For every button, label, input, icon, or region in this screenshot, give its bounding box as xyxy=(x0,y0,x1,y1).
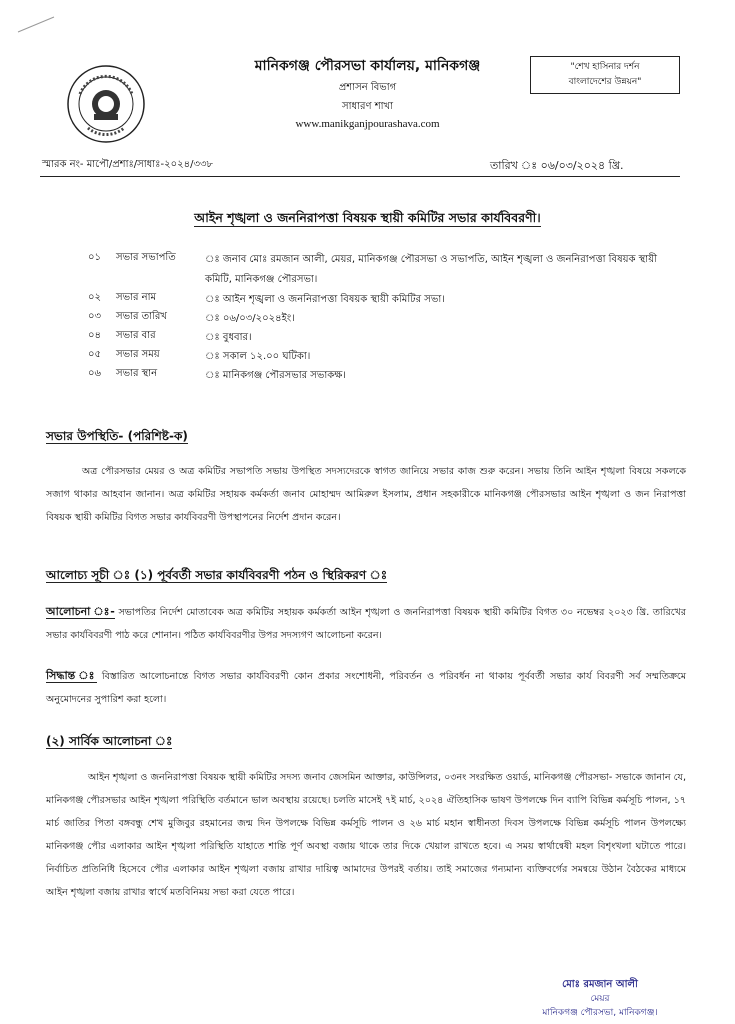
signature-name: মোঃ রমজান আলী xyxy=(562,979,638,990)
document-title-text: আইন শৃঙ্খলা ও জননিরাপত্তা বিষয়ক স্থায়ী কমিটির সভার কার্যবিবরণী। xyxy=(194,210,541,225)
branch-name: সাধারণ শাখা xyxy=(341,101,394,112)
info-row xyxy=(70,290,690,309)
attendance-heading xyxy=(46,428,188,448)
info-number: ০১ xyxy=(88,252,101,263)
discussion-paragraph xyxy=(46,600,686,647)
info-number: ০২ xyxy=(88,292,102,303)
office-name: মানিকগঞ্জ পৌরসভা কার্যালয়, মানিকগঞ্জ xyxy=(254,58,481,74)
info-number: ০৩ xyxy=(88,311,102,322)
info-row xyxy=(70,366,690,385)
agenda-heading-2 xyxy=(46,733,172,753)
info-value: ঃ আইন শৃঙ্খলা ও জননিরাপত্তা বিষয়ক স্থায়ী কমিটির সভা। xyxy=(205,294,445,305)
decision-paragraph xyxy=(46,664,686,711)
motto-line-2: বাংলাদেশের উন্নয়ন" xyxy=(568,77,642,87)
info-value: ঃ সকাল ১২.০০ ঘটিকা। xyxy=(205,351,311,362)
signature-title: মেয়র xyxy=(590,994,610,1004)
reference-number: স্মারক নং- মাপৌ/প্রশাঃ/সাধাঃ-২০২৪/৩৩৮ xyxy=(42,159,213,170)
attendance-heading-text: সভার উপস্থিতি- (পরিশিষ্ট-ক) xyxy=(46,429,188,443)
info-key: সভার বার xyxy=(116,330,156,341)
motto-box xyxy=(530,56,680,94)
decision-label: সিদ্ধান্ত ঃ xyxy=(46,669,97,682)
document-date: তারিখ ঃ ০৬/০৩/২০২৪ খ্রি. xyxy=(490,159,624,172)
general-discussion-paragraph: আইন শৃঙ্খলা ও জননিরাপত্তা বিষয়ক স্থায়ী কমিটির সদস্য জনাব জেসমিন আক্তার, কাউন্সিলর, ০৩নং সংরক্ষিত ওয়ার্ড, মানিকগঞ্জ পৌরসভা- সভাকে জানান যে, মানিকগঞ্জ পৌরসভার আইন শৃঙ্খলা পরিস্থিতি বর্তমানে ভাল অবস্থায় রয়েছে। চলতি মাসেই ৭ই মার্চ, ২০২৪ ঐতিহাসিক ভাষণ উপলক্ষে দিন ব্যাপি বিভিন্ন কর্মসূচি পালন, ১৭ মার্চ জাতির পিতা বঙ্গবন্ধু শেখ মুজিবুর রহমানের জন্ম দিন উপলক্ষে বিভিন্ন কর্মসূচি পালন ও ২৬ মার্চ মহান স্বাধীনতা দিবস উপলক্ষে বিভিন্ন কর্মসূচি পালন উপলক্ষ্যে মানিকগঞ্জ পৌর এলাকার আইন শৃঙ্খলা পরিস্থিতি যাহাতে শান্তি পূর্ণ অবস্থা বজায় থাকে তার দিকে খেয়াল রাখতে হবে। এ সময় স্বার্থান্বেষী মহল বিশৃংখলা ঘটাতে পারে। নির্বাচিত প্রতিনিধি হিসেবে পৌর এলাকার আইন শৃঙ্খলা বজায় রাখার দায়িত্ব আমাদের উপরই বর্তায়। তাই সমাজের গন্যমান্য ব্যক্তিবর্গের সমন্বয়ে উঠান বৈঠকের মাধ্যমে আইন শৃঙ্খলা বজায় রাখার স্বার্থে মতবিনিময় সভা করা যেতে পারে। xyxy=(46,772,686,898)
discussion-label: আলোচনা ঃ- xyxy=(46,605,115,618)
motto-line-1: "শেখ হাসিনার দর্শন xyxy=(570,62,640,72)
info-key: সভার সভাপতি xyxy=(116,252,176,263)
header-divider xyxy=(40,176,680,177)
discussion-text: সভাপতির নির্দেশ মোতাবেক অত্র কমিটির সহায়ক কর্মকর্তা আইন শৃঙ্খলা ও জননিরাপত্তা বিষয়ক স্থায়ী কমিটির বিগত ৩০ নভেম্বর ২০২৩ খ্রি. তারিখের সভার কার্যবিবরণী পাঠ করে শোনান। পঠিত কার্যবিবরণীর উপর সদস্যগণ আলোচনা করেন। xyxy=(46,607,686,641)
info-row xyxy=(70,328,690,347)
info-value: ঃ ০৬/০৩/২০২৪ইং। xyxy=(205,313,295,324)
meeting-info-list xyxy=(70,250,690,385)
info-row xyxy=(70,347,690,366)
info-key: সভার স্থান xyxy=(116,368,158,379)
agenda-heading-1 xyxy=(46,567,387,587)
pen-mark xyxy=(16,14,56,34)
division-name: প্রশাসন বিভাগ xyxy=(338,82,397,93)
info-number: ০৬ xyxy=(88,368,102,379)
info-number: ০৪ xyxy=(88,330,101,341)
signature-office: মানিকগঞ্জ পৌরসভা, মানিকগঞ্জ। xyxy=(542,1008,658,1018)
info-number: ০৫ xyxy=(88,349,101,360)
info-value: ঃ বুধবার। xyxy=(205,332,252,343)
info-key: সভার তারিখ xyxy=(116,311,167,322)
info-value: ঃ মানিকগঞ্জ পৌরসভার সভাকক্ষ। xyxy=(205,370,346,381)
website-link[interactable]: www.manikganjpourashava.com xyxy=(295,118,440,130)
signature-block xyxy=(510,978,690,1020)
info-row xyxy=(70,250,690,290)
info-key: সভার নাম xyxy=(116,292,157,303)
agenda-heading-2-text: (২) সার্বিক আলোচনা ঃ xyxy=(46,734,173,748)
info-row xyxy=(70,309,690,328)
intro-paragraph: অত্র পৌরসভার মেয়র ও অত্র কমিটির সভাপতি সভায় উপস্থিত সদস্যদেরকে স্বাগত জানিয়ে সভার কাজ শুরু করেন। সভায় তিনি আইন শৃঙ্খলা বিষয়ে সকলকে সজাগ থাকার আহবান জানান। অত্র কমিটির সহায়ক কর্মকর্তা জনাব মোহাম্মদ আমিরুল ইসলাম, প্রধান সহকারীকে মানিকগঞ্জ পৌরসভার আইন শৃঙ্খলা ও জন নিরাপত্তা বিষয়ক স্থায়ী কমিটির বিগত সভার কার্যবিবরণী উপস্থাপনের নির্দেশ প্রদান করেন। xyxy=(46,466,686,523)
info-value: ঃ জনাব মোঃ রমজান আলী, মেয়র, মানিকগঞ্জ পৌরসভা ও সভাপতি, আইন শৃঙ্খলা ও জননিরাপত্তা বিষয়ক স্থায়ী কমিটি, মানিকগঞ্জ পৌরসভা। xyxy=(205,254,657,285)
agenda-heading-1-text: আলোচ্য সূচী ঃ (১) পূর্ববর্তী সভার কার্যবিবরণী পঠন ও স্থিরিকরণ ঃ xyxy=(46,568,388,582)
info-key: সভার সময় xyxy=(116,349,160,360)
document-title xyxy=(0,210,735,230)
decision-text: বিস্তারিত আলোচনান্তে বিগত সভার কার্যবিবরণী কোন প্রকার সংশোধনী, পরিবর্তন ও পরিবর্ধন না থাকায় পূর্ববর্তী সভার কার্য বিবরণী সর্ব সম্মতিক্রমে অনুমোদনের সুপারিশ করা হলো। xyxy=(46,671,686,705)
